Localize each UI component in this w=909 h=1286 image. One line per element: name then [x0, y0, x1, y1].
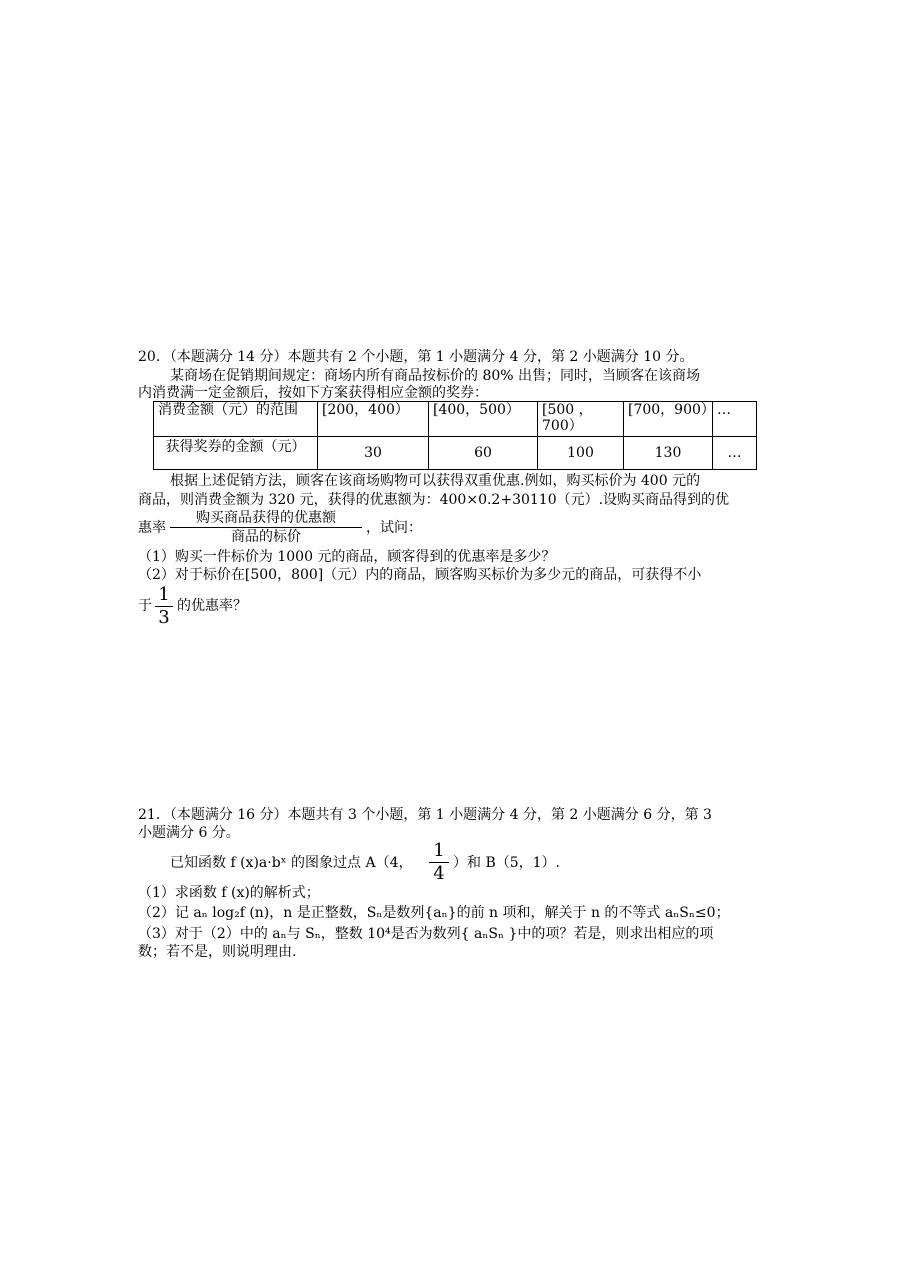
table-cell: 获得奖券的金额（元）: [154, 437, 318, 470]
rate-denominator: 商品的标价: [231, 529, 301, 545]
rate-fraction: [170, 509, 362, 546]
table-cell: …: [713, 402, 757, 437]
rate-suffix: ，试问：: [366, 520, 422, 536]
q20-sub2-prefix: 于: [138, 598, 152, 614]
table-cell: [400，500）: [429, 402, 538, 437]
fraction-denominator: 4: [433, 863, 445, 884]
q21-sub-question-1: （1）求函数 f (x)的解析式；: [138, 885, 320, 901]
q21-sub-question-3-line-1: （3）对于（2）中的 aₙ与 Sₙ，整数 10⁴是否为数列{ aₙSₙ }中的项？若是，则求出相应的项: [138, 926, 714, 942]
q21-given-prefix: 已知函数 f (x)a·bˣ 的图象过点 A（4，: [170, 855, 413, 871]
q20-sub2-suffix: 的优惠率？: [177, 598, 247, 614]
table-cell: [700，900）: [624, 402, 713, 437]
q20-header: 20．（本题满分 14 分）本题共有 2 个小题，第 1 小题满分 4 分，第 2 小题满分 10 分。: [138, 349, 694, 365]
rate-numerator: 购买商品获得的优惠额: [170, 509, 362, 528]
q20-para-line-2: 商品，则消费金额为 320 元，获得的优惠额为：400×0.2+30110（元）.设购买商品得到的优: [138, 492, 730, 508]
q20-sub-question-2: （2）对于标价在[500，800]（元）内的商品，顾客购买标价为多少元的商品，可获得不小: [138, 567, 702, 583]
q21-header-line-2: 小题满分 6 分。: [138, 825, 240, 841]
q20-intro-line-2: 内消费满一定金额后，按如下方案获得相应金额的奖券：: [138, 385, 488, 401]
q20-sub-question-1: （1）购买一件标价为 1000 元的商品，顾客得到的优惠率是多少？: [138, 549, 556, 565]
q21-header-line-1: 21．（本题满分 16 分）本题共有 3 个小题，第 1 小题满分 4 分，第 2 小题满分 6 分，第 3: [138, 807, 712, 823]
q20-intro-line-1: 某商场在促销期间规定：商场内所有商品按标价的 80% 出售；同时，当顾客在该商场: [170, 368, 701, 384]
fraction-numerator: 1: [429, 840, 449, 863]
table-cell: 130: [624, 437, 713, 470]
q21-given-suffix: ）和 B（5，1）.: [453, 855, 561, 871]
table-cell: [200，400）: [318, 402, 429, 437]
q21-sub-question-2: （2）记 aₙ log₂f (n)，n 是正整数，Sₙ是数列{aₙ}的前 n 项和，解关于 n 的不等式 aₙSₙ≤0；: [138, 905, 730, 921]
q20-para-line-1: 根据上述促销方法，顾客在该商场购物可以获得双重优惠.例如，购买标价为 400 元的: [170, 473, 701, 489]
table-cell: 30: [318, 437, 429, 470]
table-cell: [500 ，700）: [538, 402, 624, 437]
table-row: [154, 437, 757, 470]
table-cell: 60: [429, 437, 538, 470]
q21-sub-question-3-line-2: 数；若不是，则说明理由.: [138, 944, 297, 960]
fraction-denominator: 3: [158, 607, 170, 628]
table-cell: …: [713, 437, 757, 470]
fraction-numerator: 1: [155, 584, 173, 607]
table-cell: 100: [538, 437, 624, 470]
table-row: [154, 402, 757, 437]
prize-table: [153, 401, 757, 470]
one-quarter-fraction: [429, 840, 449, 885]
table-cell: 消费金额（元）的范围: [154, 402, 318, 437]
one-third-fraction: [155, 584, 173, 629]
rate-prefix: 惠率: [138, 520, 166, 536]
